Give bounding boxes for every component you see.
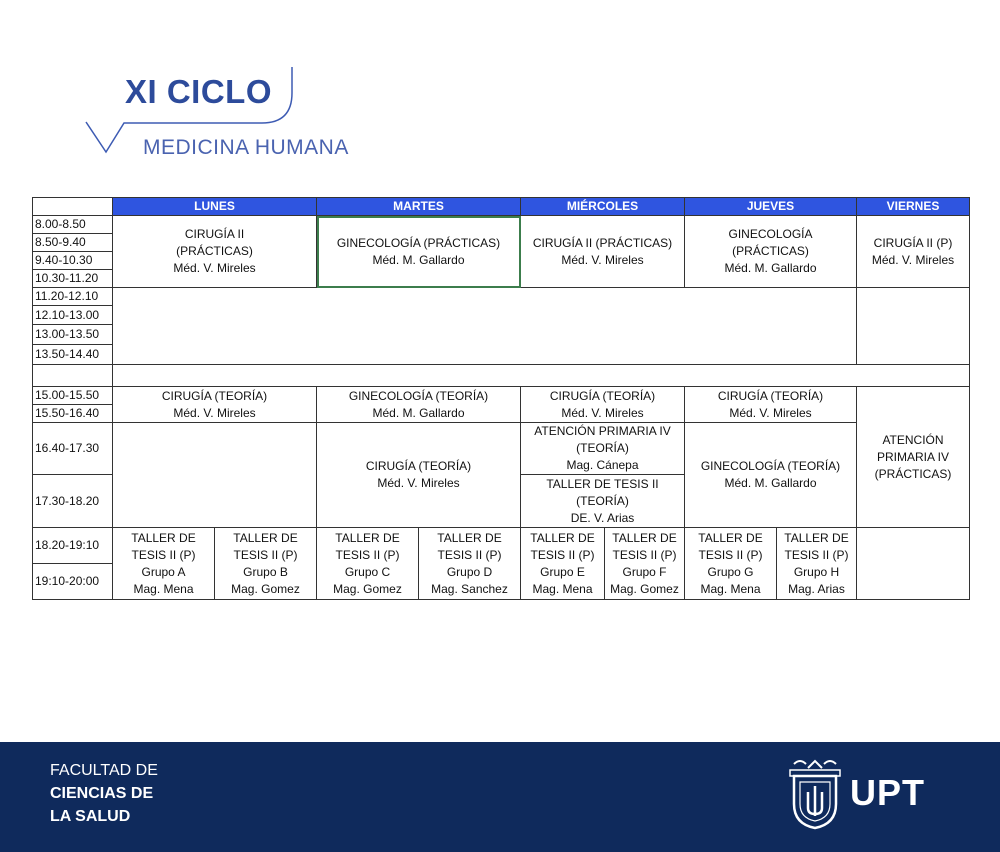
course-name: CIRUGÍA (TEORÍA) (549, 388, 656, 403)
group-label: Grupo D (446, 564, 493, 579)
course-type: (PRÁCTICAS) (732, 244, 809, 258)
empty-cell-viernes-evening (857, 528, 970, 600)
group-label: Grupo G (707, 564, 754, 579)
empty-block-viernes-midday (857, 288, 970, 365)
instructor: Méd. M. Gallardo (372, 252, 465, 267)
day-header-row (33, 198, 970, 216)
class-cell-miercoles-morning (521, 216, 685, 288)
course-name: TALLER DE (612, 530, 677, 545)
class-cell-miercoles-late-b (521, 475, 685, 528)
instructor: Méd. M. Gallardo (724, 476, 817, 490)
time-slot: 19:10-20:00 (33, 564, 113, 600)
faculty-name-line1: FACULTAD DE (50, 762, 158, 779)
instructor: Méd. V. Mireles (173, 261, 256, 275)
instructor: Méd. V. Mireles (561, 252, 644, 267)
group-cell (521, 528, 605, 600)
time-slot: 8.00-8.50 (33, 216, 113, 234)
day-header-jueves: JUEVES (685, 198, 857, 216)
course-type: (PRÁCTICAS) (874, 466, 952, 481)
page-subtitle: MEDICINA HUMANA (143, 136, 349, 159)
time-row (33, 216, 970, 234)
course-name: GINECOLOGÍA (TEORÍA) (700, 459, 841, 473)
instructor: Méd. V. Mireles (173, 405, 256, 420)
class-cell-lunes-afternoon (113, 387, 317, 423)
class-cell-viernes-morning (857, 216, 970, 288)
time-slot: 17.30-18.20 (33, 475, 113, 528)
course-name: CIRUGÍA (TEORÍA) (365, 459, 472, 473)
instructor: Mag. Gomez (231, 581, 300, 596)
day-header-miercoles: MIÉRCOLES (521, 198, 685, 216)
break-row (33, 365, 970, 387)
instructor: Mag. Mena (133, 581, 194, 596)
course-name: CIRUGÍA (TEORÍA) (717, 388, 824, 403)
course-name: CIRUGÍA (TEORÍA) (161, 388, 268, 403)
group-cell (215, 528, 317, 600)
instructor: Méd. V. Mireles (561, 405, 644, 420)
instructor: Mag. Arias (788, 581, 845, 596)
instructor: DE. V. Arias (570, 510, 635, 525)
time-slot: 12.10-13.00 (33, 306, 113, 325)
course-name: TALLER DE TESIS II (546, 476, 659, 491)
group-cell (419, 528, 521, 600)
course-name: TESIS II (P) (233, 547, 298, 562)
time-slot: 8.50-9.40 (33, 234, 113, 252)
time-slot: 10.30-11.20 (33, 270, 113, 288)
course-name: TALLER DE (131, 530, 196, 545)
course-type: (PRÁCTICAS) (176, 244, 253, 258)
group-label: Grupo C (344, 564, 391, 579)
page-header (0, 0, 1000, 190)
faculty-name-line2: CIENCIAS DE (50, 785, 154, 802)
course-name: PRIMARIA IV (876, 449, 950, 464)
time-row (33, 387, 970, 405)
group-label: Grupo E (540, 564, 585, 579)
course-name: TESIS II (P) (698, 547, 763, 562)
instructor: Mag. Gomez (610, 581, 679, 596)
course-name: TALLER DE (335, 530, 400, 545)
course-name: TALLER DE (698, 530, 763, 545)
course-name: GINECOLOGÍA (PRÁCTICAS) (336, 235, 501, 250)
time-slot: 18.20-19:10 (33, 528, 113, 564)
course-name: TESIS II (P) (784, 547, 849, 562)
class-cell-martes-late (317, 423, 521, 528)
instructor: Mag. Sanchez (431, 581, 508, 596)
class-cell-martes-afternoon (317, 387, 521, 423)
class-cell-martes-morning (317, 216, 521, 288)
class-cell-lunes-morning (113, 216, 317, 288)
course-name: CIRUGÍA II (P) (873, 235, 953, 250)
instructor: Mag. Mena (532, 581, 593, 596)
time-slot: 15.00-15.50 (33, 387, 113, 405)
course-name: ATENCIÓN (882, 432, 944, 447)
course-name: TALLER DE (233, 530, 298, 545)
time-slot: 9.40-10.30 (33, 252, 113, 270)
group-cell (605, 528, 685, 600)
time-row (33, 288, 970, 306)
break-cell (113, 365, 970, 387)
day-header-lunes: LUNES (113, 198, 317, 216)
day-header-viernes: VIERNES (857, 198, 970, 216)
faculty-name-line3: LA SALUD (50, 808, 131, 825)
course-name: TESIS II (P) (131, 547, 196, 562)
course-name: CIRUGÍA II (PRÁCTICAS) (532, 235, 673, 250)
group-label: Grupo F (622, 564, 667, 579)
time-slot: 15.50-16.40 (33, 405, 113, 423)
instructor: Mag. Cánepa (566, 458, 639, 472)
course-name: ATENCIÓN PRIMARIA IV (534, 424, 671, 438)
course-name: TALLER DE (437, 530, 502, 545)
university-seal-icon (786, 758, 844, 830)
group-cell (777, 528, 857, 600)
instructor: Méd. V. Mireles (729, 405, 812, 420)
time-row (33, 423, 970, 475)
university-logo-text: UPT (850, 772, 925, 813)
course-name: CIRUGÍA II (184, 227, 245, 241)
time-slot: 13.50-14.40 (33, 345, 113, 365)
course-name: GINECOLOGÍA (TEORÍA) (348, 388, 489, 403)
instructor: Méd. V. Mireles (377, 476, 460, 490)
instructor: Mag. Gomez (333, 581, 402, 596)
corner-cell (33, 198, 113, 216)
course-name: GINECOLOGÍA (728, 227, 813, 241)
group-cell (317, 528, 419, 600)
course-name: TESIS II (P) (335, 547, 400, 562)
instructor: Méd. M. Gallardo (372, 405, 465, 420)
group-cell (685, 528, 777, 600)
course-name: TALLER DE (530, 530, 595, 545)
class-cell-jueves-morning (685, 216, 857, 288)
break-time-cell (33, 365, 113, 387)
page-footer (0, 742, 1000, 852)
time-slot: 13.00-13.50 (33, 325, 113, 345)
class-cell-miercoles-afternoon (521, 387, 685, 423)
class-cell-jueves-afternoon (685, 387, 857, 423)
class-cell-miercoles-late-a (521, 423, 685, 475)
group-cell (113, 528, 215, 600)
group-label: Grupo B (243, 564, 288, 579)
time-slot: 16.40-17.30 (33, 423, 113, 475)
course-type: (TEORÍA) (576, 441, 629, 455)
course-type: (TEORÍA) (576, 493, 629, 508)
instructor: Méd. M. Gallardo (724, 261, 817, 275)
group-label: Grupo H (793, 564, 840, 579)
empty-cell-lunes (113, 423, 317, 528)
instructor: Méd. V. Mireles (871, 252, 955, 267)
empty-block-midday (113, 288, 857, 365)
page-title: XI CICLO (125, 73, 273, 110)
class-cell-viernes-afternoon (857, 387, 970, 528)
day-header-martes: MARTES (317, 198, 521, 216)
time-row (33, 528, 970, 564)
schedule-table (32, 197, 970, 600)
course-name: TESIS II (P) (437, 547, 502, 562)
instructor: Mag. Mena (700, 581, 761, 596)
time-slot: 11.20-12.10 (33, 288, 113, 306)
course-name: TESIS II (P) (612, 547, 677, 562)
course-name: TALLER DE (784, 530, 849, 545)
course-name: TESIS II (P) (530, 547, 595, 562)
group-label: Grupo A (141, 564, 186, 579)
class-cell-jueves-late (685, 423, 857, 528)
